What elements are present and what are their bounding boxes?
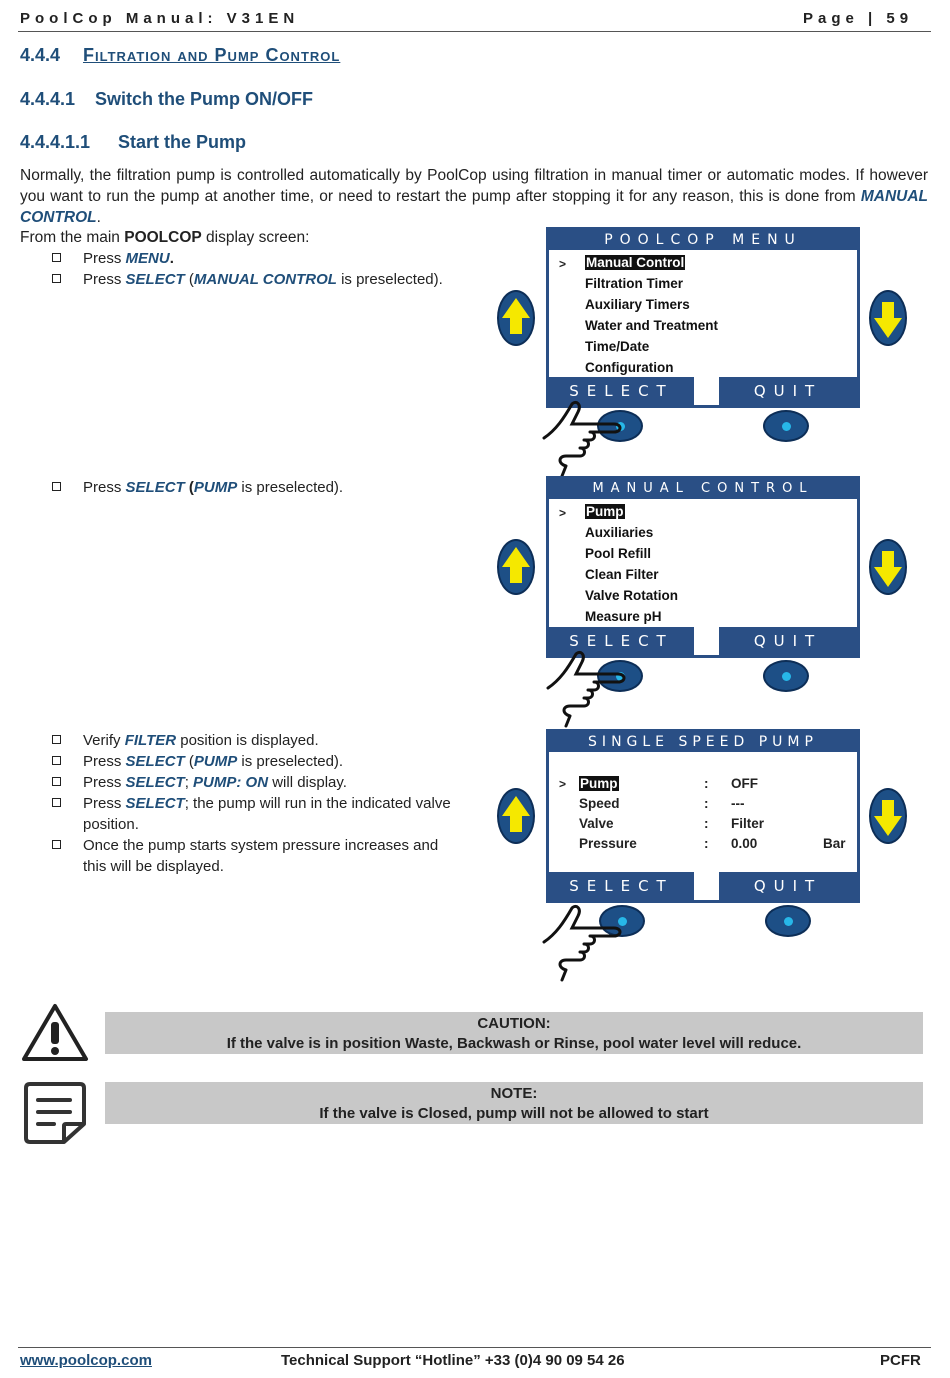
quit-softkey[interactable]: QUIT (719, 377, 857, 405)
valve-value: Filter (731, 816, 765, 831)
checkbox-bullet-icon (52, 756, 61, 765)
warning-icon (20, 1002, 90, 1062)
down-arrow-icon (871, 790, 905, 842)
intro-keyword: MANUAL CONTROL (20, 188, 928, 226)
list-item (52, 835, 462, 877)
caution-text: If the valve is in position Waste, Backwash or Rinse, pool water level will reduce. (226, 1035, 802, 1052)
menu-item-label: Pump (586, 504, 624, 519)
footer-code: PCFR (880, 1352, 921, 1369)
keyword: MANUAL CONTROL (193, 271, 337, 288)
caution-title: CAUTION: (477, 1015, 551, 1032)
footer-link[interactable]: www.poolcop.com (20, 1352, 152, 1369)
text: Once the pump starts system pressure increases and this will be displayed. (83, 837, 439, 875)
quit-button[interactable] (763, 660, 809, 692)
lcd-screen-manual-control (546, 476, 860, 658)
pointing-hand-icon (536, 400, 626, 478)
menu-item[interactable]: Time/Date (585, 339, 650, 354)
select-softkey[interactable]: SELECT (549, 627, 694, 655)
text: Press (83, 271, 126, 288)
keyword: POOLCOP (124, 229, 202, 246)
pointing-hand-icon (540, 650, 630, 728)
menu-item[interactable]: Filtration Timer (585, 276, 684, 291)
heading-title: Filtration and Pump Control (83, 45, 341, 65)
keyword: SELECT (125, 271, 185, 288)
heading-number: 4.4.4.1 (20, 89, 76, 109)
text: . (169, 250, 174, 267)
intro-display-line (20, 227, 500, 248)
selection-caret: > (559, 777, 567, 791)
down-button[interactable] (869, 539, 907, 595)
up-button[interactable] (497, 290, 535, 346)
row-colon: : (704, 796, 709, 811)
checkbox-bullet-icon (52, 735, 61, 744)
text: is preselected). (336, 271, 443, 288)
intro-text: Normally, the filtration pump is controlled automatically by PoolCop using filtration in manual timer or automatic modes. If however you want to run the pump at another time, or need to restart the pump after stopping it for any reason, this is done from (20, 167, 928, 205)
menu-item[interactable]: Valve Rotation (585, 588, 679, 603)
note-title: NOTE: (490, 1085, 538, 1102)
row-colon: : (704, 776, 709, 791)
heading-4-4-4-1-1 (20, 132, 246, 153)
row-colon: : (704, 816, 709, 831)
up-arrow-icon (499, 790, 533, 842)
quit-softkey[interactable]: QUIT (719, 627, 857, 655)
selection-caret: > (559, 506, 567, 520)
list-item (52, 477, 462, 498)
menu-list (585, 501, 678, 627)
text: Press (83, 753, 126, 770)
screen-title: SINGLE SPEED PUMP (549, 732, 857, 752)
note-box (105, 1082, 923, 1124)
checkbox-bullet-icon (52, 274, 61, 283)
pressure-unit: Bar (823, 836, 846, 851)
footer-hotline: Technical Support “Hotline” +33 (0)4 90 09 54 26 (281, 1352, 625, 1369)
list-item (52, 248, 462, 269)
pressure-row[interactable]: Pressure (579, 836, 637, 851)
note-text: If the valve is Closed, pump will not be allowed to start (319, 1105, 709, 1122)
checkbox-bullet-icon (52, 840, 61, 849)
list-item (52, 269, 462, 290)
select-softkey[interactable]: SELECT (549, 377, 694, 405)
text: From the main (20, 229, 125, 246)
text: is preselected). (237, 753, 344, 770)
menu-item[interactable]: Configuration (585, 360, 674, 375)
menu-item[interactable]: Clean Filter (585, 567, 659, 582)
caution-box (105, 1012, 923, 1054)
select-softkey[interactable]: SELECT (549, 872, 694, 900)
footer-rule (18, 1347, 931, 1348)
speed-value: --- (731, 796, 745, 811)
checkbox-bullet-icon (52, 253, 61, 262)
text: ( (184, 479, 194, 496)
keyword: SELECT (125, 795, 185, 812)
menu-item[interactable]: Auxiliary Timers (585, 297, 690, 312)
keyword: PUMP (193, 479, 238, 496)
down-arrow-icon (871, 541, 905, 593)
valve-row[interactable]: Valve (579, 816, 614, 831)
text: position is displayed. (176, 732, 319, 749)
text: Press (83, 250, 126, 267)
up-arrow-icon (499, 541, 533, 593)
menu-item[interactable]: Measure pH (585, 609, 662, 624)
text: ( (184, 753, 194, 770)
heading-number: 4.4.4.1.1 (20, 132, 91, 152)
intro-paragraph (20, 165, 928, 228)
keyword: SELECT (125, 753, 185, 770)
heading-4-4-4 (20, 45, 340, 66)
menu-item[interactable] (585, 252, 718, 273)
quit-button[interactable] (763, 410, 809, 442)
up-button[interactable] (497, 539, 535, 595)
checkbox-bullet-icon (52, 777, 61, 786)
header-title: PoolCop Manual: V31EN (20, 10, 300, 27)
down-button[interactable] (869, 290, 907, 346)
keyword: PUMP: ON (193, 774, 269, 791)
keyword: SELECT (125, 479, 185, 496)
heading-4-4-4-1 (20, 89, 313, 110)
text: Press (83, 479, 126, 496)
pump-value: OFF (731, 776, 758, 791)
up-arrow-icon (499, 292, 533, 344)
header-page: Page | 59 (803, 10, 914, 27)
screen-title: MANUAL CONTROL (549, 479, 857, 499)
keyword: FILTER (124, 732, 177, 749)
quit-softkey[interactable]: QUIT (719, 872, 857, 900)
keyword: MENU (125, 250, 170, 267)
text: will display. (268, 774, 347, 791)
down-button[interactable] (869, 788, 907, 844)
menu-item[interactable]: Pool Refill (585, 546, 652, 561)
menu-item[interactable] (585, 501, 678, 522)
text: Press (83, 795, 126, 812)
heading-title: Switch the Pump ON/OFF (95, 89, 314, 109)
list-item (52, 793, 462, 835)
heading-title: Start the Pump (118, 132, 247, 152)
pressure-value: 0.00 (731, 836, 758, 851)
keyword: SELECT (125, 774, 185, 791)
lcd-screen-single-speed-pump (546, 729, 860, 903)
checkbox-bullet-icon (52, 482, 61, 491)
menu-item[interactable]: Auxiliaries (585, 525, 654, 540)
heading-number: 4.4.4 (20, 45, 61, 65)
keyword: PUMP (193, 753, 238, 770)
text: is preselected). (237, 479, 344, 496)
header-rule (18, 31, 931, 32)
speed-row[interactable]: Speed (579, 796, 620, 811)
text: ( (184, 271, 194, 288)
list-item (52, 772, 462, 793)
checkbox-bullet-icon (52, 798, 61, 807)
up-button[interactable] (497, 788, 535, 844)
text: ; the pump will run in the indicated valve position. (83, 795, 451, 833)
screen-title: POOLCOP MENU (549, 230, 857, 250)
pump-row[interactable] (579, 774, 619, 794)
text: display screen: (201, 229, 310, 246)
text: ; (184, 774, 194, 791)
menu-item-label: Manual Control (586, 255, 685, 270)
lcd-screen-poolcop-menu (546, 227, 860, 408)
down-arrow-icon (871, 292, 905, 344)
row-colon: : (704, 836, 709, 851)
menu-list (585, 252, 718, 378)
note-icon (22, 1080, 88, 1146)
text: Press (83, 774, 126, 791)
intro-end: . (96, 209, 101, 226)
list-item (52, 751, 462, 772)
text: Verify (83, 732, 125, 749)
row-label: Pump (580, 776, 618, 791)
selection-caret: > (559, 257, 567, 271)
list-item (52, 730, 462, 751)
menu-item[interactable]: Water and Treatment (585, 318, 719, 333)
pointing-hand-icon (536, 904, 626, 982)
quit-button[interactable] (765, 905, 811, 937)
